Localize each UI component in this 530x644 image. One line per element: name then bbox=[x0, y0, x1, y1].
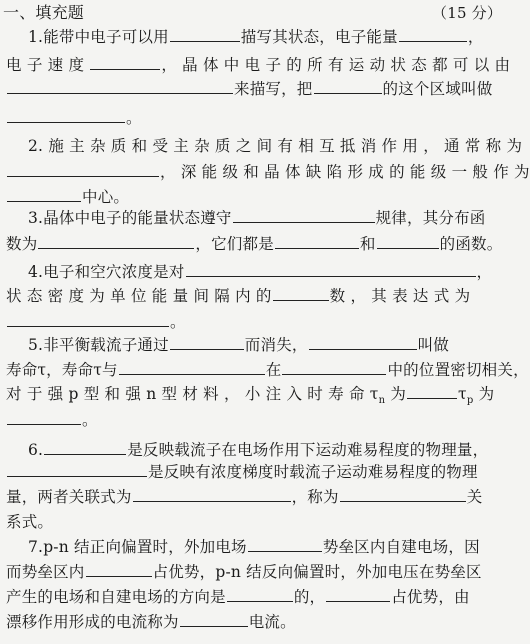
answer-blank[interactable] bbox=[38, 234, 194, 249]
q4-line1: 4.电子和空穴浓度是对 ， bbox=[28, 263, 493, 281]
section-score: （15 分） bbox=[432, 4, 503, 22]
answer-blank[interactable] bbox=[233, 208, 375, 223]
answer-blank[interactable] bbox=[248, 537, 322, 552]
q5-line4: 。 bbox=[6, 410, 98, 430]
q1-line2: 电 子 速 度 ， 晶 体 中 电 子 的 所 有 运 动 状 态 都 可 以 由 bbox=[6, 56, 511, 74]
answer-blank[interactable] bbox=[314, 79, 382, 94]
answer-blank[interactable] bbox=[133, 487, 291, 502]
answer-blank[interactable] bbox=[340, 487, 466, 502]
q2-line3: 中心。 bbox=[6, 187, 129, 207]
q3-line1: 3.晶体中电子的能量状态遵守 规律，其分布函 bbox=[28, 209, 486, 227]
answer-blank[interactable] bbox=[7, 79, 233, 94]
answer-blank[interactable] bbox=[326, 587, 390, 602]
q1-line3: 来描写，把 的这个区域叫做 bbox=[6, 79, 492, 99]
q5-line1: 5.非平衡载流子通过 而消失， 叫做 bbox=[28, 336, 450, 354]
answer-blank[interactable] bbox=[273, 286, 329, 301]
q4-line2: 状 态 密 度 为 单 位 能 量 间 隔 内 的 数 ， 其 表 达 式 为 bbox=[6, 287, 471, 305]
q5-line2: 寿命τ，寿命τ与 在 中的位置密切相关， bbox=[6, 361, 529, 379]
answer-blank[interactable] bbox=[7, 187, 81, 202]
q1-line4: 。 bbox=[6, 108, 142, 128]
q7-line1: 7.p-n 结正向偏置时，外加电场 势垒区内自建电场，因 bbox=[28, 538, 480, 556]
q6-line1: 6. 是反映载流子在电场作用下运动难易程度的物理量， bbox=[28, 441, 489, 459]
answer-blank[interactable] bbox=[309, 335, 417, 350]
answer-blank[interactable] bbox=[180, 612, 248, 627]
q6-line2: 是反映有浓度梯度时载流子运动难易程度的物理 bbox=[6, 462, 478, 482]
q7-line4: 漂移作用形成的电流称为 电流。 bbox=[6, 613, 296, 631]
answer-blank[interactable] bbox=[7, 312, 169, 327]
answer-blank[interactable] bbox=[282, 360, 386, 375]
answer-blank[interactable] bbox=[119, 360, 265, 375]
answer-blank[interactable] bbox=[86, 562, 152, 577]
q7-line2: 而势垒区内 占优势，p-n 结反向偏置时，外加电压在势垒区 bbox=[6, 563, 482, 581]
answer-blank[interactable] bbox=[7, 162, 159, 177]
q6-line3: 量，两者关联式为 ，称为 关 bbox=[6, 488, 483, 506]
answer-blank[interactable] bbox=[44, 440, 126, 455]
answer-blank[interactable] bbox=[170, 335, 244, 350]
section-title: 一、填充题 bbox=[3, 3, 85, 22]
answer-blank[interactable] bbox=[7, 410, 81, 425]
answer-blank[interactable] bbox=[170, 27, 240, 42]
q2-line1: 2. 施 主 杂 质 和 受 主 杂 质 之 间 有 相 互 抵 消 作 用 ， 通 常 称 为 bbox=[28, 137, 523, 155]
answer-blank[interactable] bbox=[227, 587, 293, 602]
q1-line1: 1.能带中电子可以用 描写其状态，电子能量 ， bbox=[28, 28, 484, 46]
answer-blank[interactable] bbox=[90, 55, 160, 70]
q2-line2: ， 深 能 级 和 晶 体 缺 陷 形 成 的 能 级 一 般 作 为 bbox=[6, 162, 530, 182]
q4-line3: 。 bbox=[6, 312, 186, 332]
q3-line2: 数为 ，它们都是 和 的函数。 bbox=[6, 235, 503, 253]
answer-blank[interactable] bbox=[399, 27, 467, 42]
q5-line3: 对 于 强 p 型 和 强 n 型 材 料 ， 小 注 入 时 寿 命 $\tau_n$ 为 $\tau_p$ 为 bbox=[6, 385, 495, 407]
answer-blank[interactable] bbox=[275, 234, 359, 249]
answer-blank[interactable] bbox=[186, 262, 476, 277]
answer-blank[interactable] bbox=[377, 234, 439, 249]
answer-blank[interactable] bbox=[407, 384, 457, 399]
q7-line3: 产生的电场和自建电场的方向是 的， 占优势，由 bbox=[6, 588, 470, 606]
answer-blank[interactable] bbox=[7, 462, 147, 477]
q6-line4: 系式。 bbox=[6, 513, 54, 531]
answer-blank[interactable] bbox=[7, 108, 125, 123]
